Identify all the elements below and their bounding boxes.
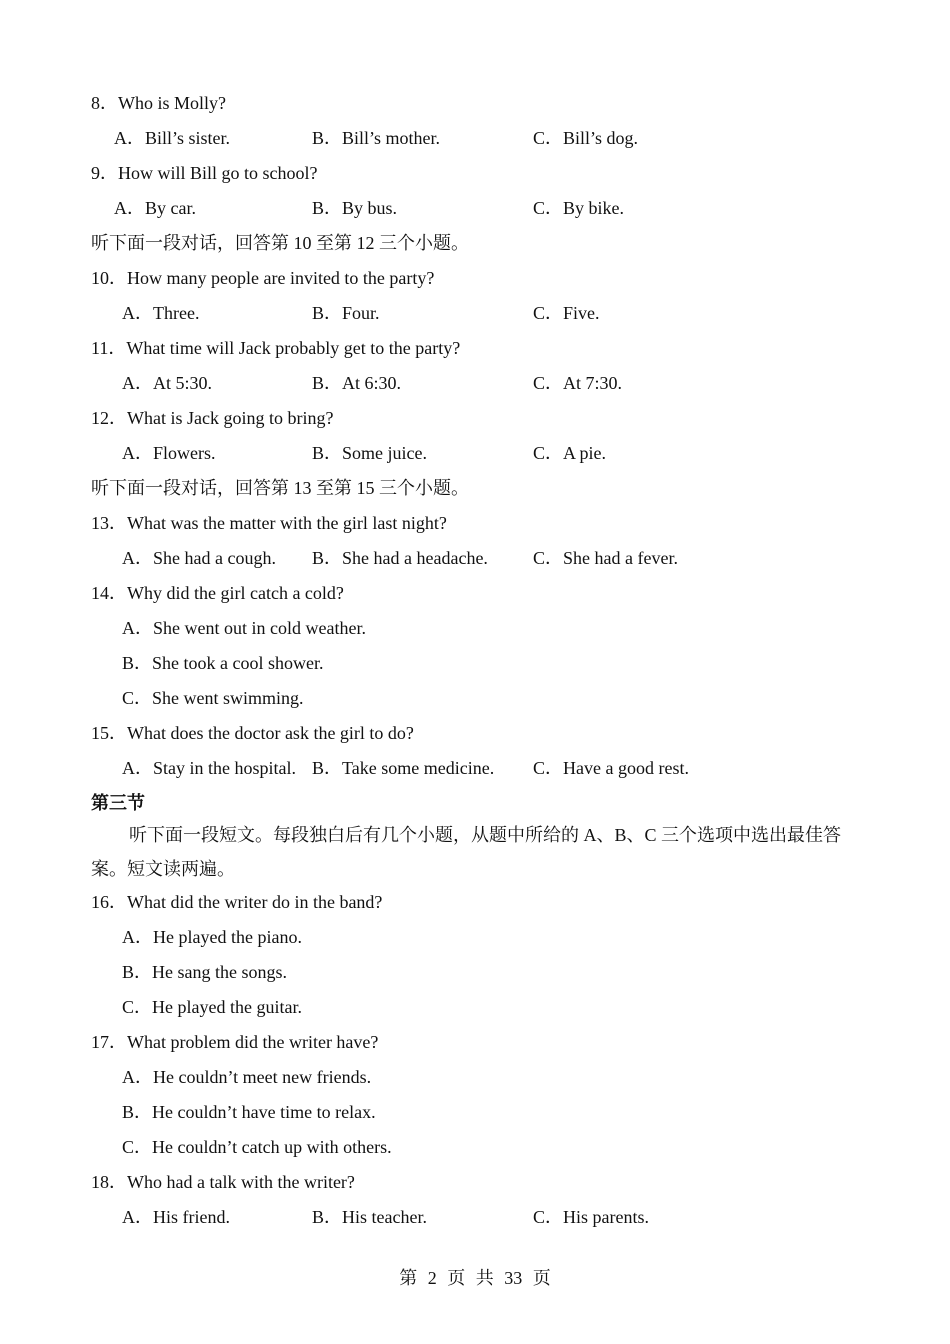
question-17	[0, 1029, 950, 1055]
question-16-option-c	[0, 994, 950, 1020]
question-16-option-b	[0, 959, 950, 985]
option-c: C．By bike.	[533, 198, 625, 218]
question-12-options	[0, 440, 950, 466]
question-stem: 16．What did the writer do in the band?	[91, 892, 383, 912]
option-c: C．He couldn’t catch up with others.	[122, 1137, 392, 1157]
option-b: B．Some juice.	[312, 443, 427, 463]
option-b: B．He couldn’t have time to relax.	[122, 1102, 376, 1122]
option-b: B．She took a cool shower.	[122, 653, 324, 673]
instruction-dialogue-13-15	[0, 475, 950, 501]
question-18-options	[0, 1204, 950, 1230]
section-3-instructions	[91, 818, 871, 886]
option-a: A．By car.	[114, 198, 196, 218]
question-stem: 10．How many people are invited to the party?	[91, 268, 435, 288]
option-a: A．Flowers.	[122, 443, 216, 463]
option-c: C．Have a good rest.	[533, 758, 689, 778]
question-stem: 12．What is Jack going to bring?	[91, 408, 334, 428]
question-16	[0, 889, 950, 915]
instruction-text: 听下面一段对话，回答第 13 至第 15 三个小题。	[91, 478, 469, 498]
instruction-text: 听下面一段对话，回答第 10 至第 12 三个小题。	[91, 233, 469, 253]
question-14-option-b	[0, 650, 950, 676]
question-15	[0, 720, 950, 746]
question-9	[0, 160, 950, 186]
question-10	[0, 265, 950, 291]
option-b: B．His teacher.	[312, 1207, 427, 1227]
question-10-options	[0, 300, 950, 326]
section-3-heading	[0, 790, 950, 816]
question-14-option-a	[0, 615, 950, 641]
question-stem: 9．How will Bill go to school?	[91, 163, 318, 183]
question-13	[0, 510, 950, 536]
option-c: C．Bill’s dog.	[533, 128, 639, 148]
page-footer: 第 2 页 共 33 页	[399, 1268, 551, 1288]
option-a: A．His friend.	[122, 1207, 230, 1227]
question-14-option-c	[0, 685, 950, 711]
question-stem: 17．What problem did the writer have?	[91, 1032, 379, 1052]
question-stem: 14．Why did the girl catch a cold?	[91, 583, 344, 603]
question-8	[0, 90, 950, 116]
question-11	[0, 335, 950, 361]
option-b: B．Take some medicine.	[312, 758, 495, 778]
option-b: B．Bill’s mother.	[312, 128, 441, 148]
option-c: C．His parents.	[533, 1207, 649, 1227]
option-a: A．She went out in cold weather.	[122, 618, 366, 638]
question-16-option-a	[0, 924, 950, 950]
question-17-option-a	[0, 1064, 950, 1090]
question-stem: 15．What does the doctor ask the girl to do?	[91, 723, 414, 743]
option-c: C．A pie.	[533, 443, 607, 463]
option-c: C．She went swimming.	[122, 688, 304, 708]
option-b: B．By bus.	[312, 198, 398, 218]
question-9-options	[0, 195, 950, 221]
option-a: A．She had a cough.	[122, 548, 276, 568]
instruction-dialogue-10-12	[0, 230, 950, 256]
option-a: A．At 5:30.	[122, 373, 212, 393]
question-13-options	[0, 545, 950, 571]
option-c: C．She had a fever.	[533, 548, 678, 568]
option-c: C．Five.	[533, 303, 600, 323]
question-18	[0, 1169, 950, 1195]
section-title: 第三节	[91, 793, 145, 813]
option-c: C．At 7:30.	[533, 373, 623, 393]
question-11-options	[0, 370, 950, 396]
option-a: A．He played the piano.	[122, 927, 302, 947]
option-b: B．She had a headache.	[312, 548, 488, 568]
question-12	[0, 405, 950, 431]
option-b: B．Four.	[312, 303, 380, 323]
question-17-option-c	[0, 1134, 950, 1160]
question-stem: 8．Who is Molly?	[91, 93, 226, 113]
question-stem: 18．Who had a talk with the writer?	[91, 1172, 355, 1192]
option-b: B．At 6:30.	[312, 373, 402, 393]
question-stem: 13．What was the matter with the girl last night?	[91, 513, 447, 533]
option-a: A．Three.	[122, 303, 200, 323]
question-stem: 11．What time will Jack probably get to the party?	[91, 338, 461, 358]
option-c: C．He played the guitar.	[122, 997, 302, 1017]
question-17-option-b	[0, 1099, 950, 1125]
question-15-options	[0, 755, 950, 781]
option-a: A．Stay in the hospital.	[122, 758, 296, 778]
question-8-options	[0, 125, 950, 151]
option-b: B．He sang the songs.	[122, 962, 287, 982]
section-text: 听下面一段短文。每段独白后有几个小题，从题中所给的 A、B、C 三个选项中选出最佳答案。短文读两遍。	[91, 825, 842, 879]
option-a: A．Bill’s sister.	[114, 128, 231, 148]
option-a: A．He couldn’t meet new friends.	[122, 1067, 372, 1087]
question-14	[0, 580, 950, 606]
